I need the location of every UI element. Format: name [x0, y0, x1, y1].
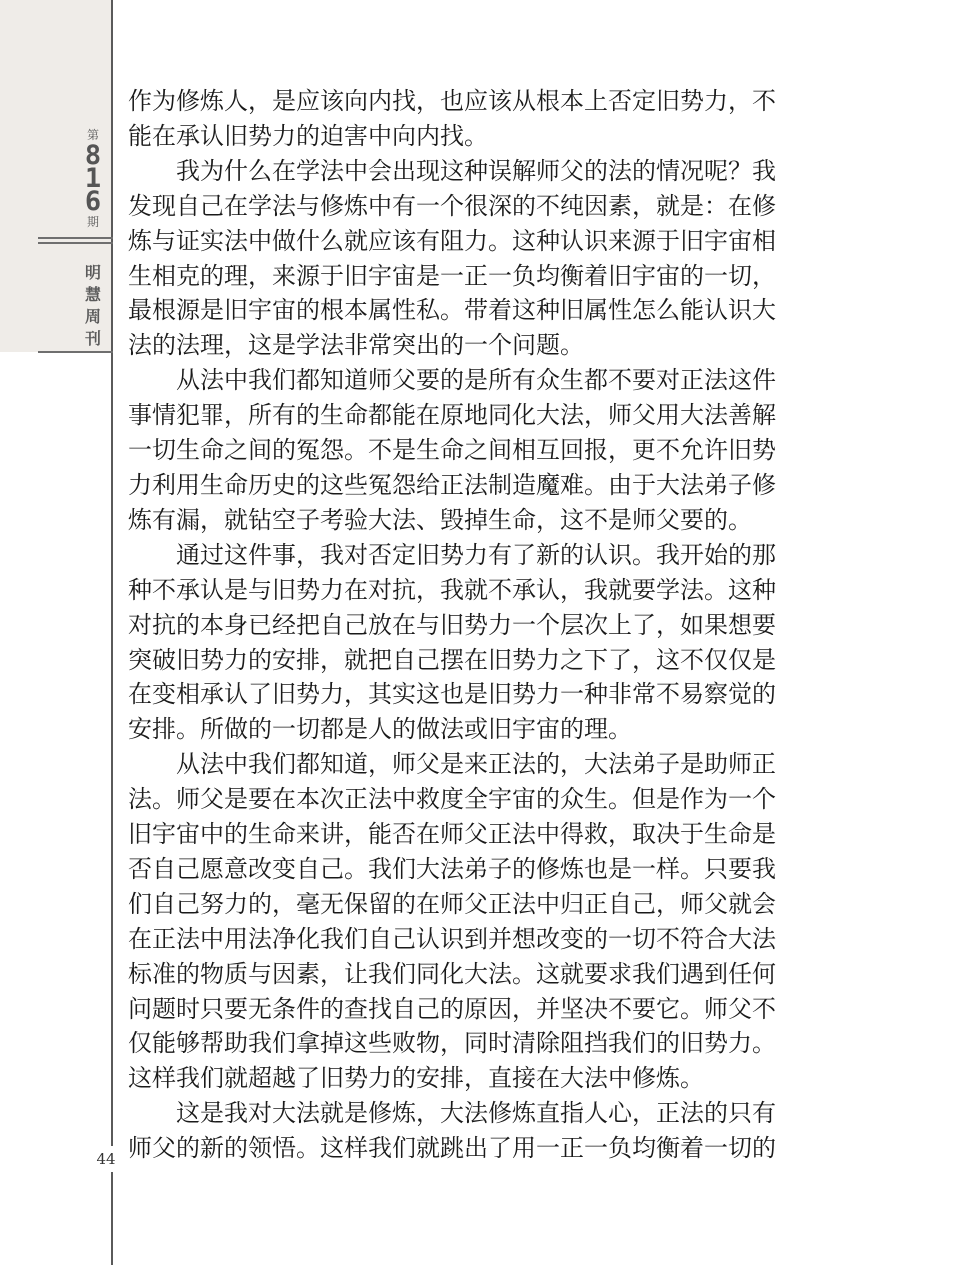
text-line: 能在承认旧势力的迫害中向内找。 [128, 121, 488, 150]
text-line: 标准的物质与因素，让我们同化大法。这就要求我们遇到任何 [128, 959, 776, 988]
text-line: 突破旧势力的安排，就把自己摆在旧势力之下了，这不仅仅是 [128, 645, 776, 674]
text-line: 这样我们就超越了旧势力的安排，直接在大法中修炼。 [128, 1064, 704, 1093]
issue-prefix: 第 [86, 128, 99, 142]
text-line: 师父的新的领悟。这样我们就跳出了用一正一负均衡着一切的 [128, 1134, 776, 1163]
paragraph-first-line: 通过这件事，我对否定旧势力有了新的认识。我开始的那 [176, 540, 776, 569]
page-number: 44 [92, 1146, 120, 1172]
text-line: 生相克的理，来源于旧宇宙是一正一负均衡着旧宇宙的一切， [128, 261, 776, 290]
text-line: 法。师父是要在本次正法中救度全宇宙的众生。但是作为一个 [128, 785, 776, 814]
text-line: 发现自己在学法与修炼中有一个很深的不纯因素，就是：在修 [128, 191, 776, 220]
magazine-title-char: 刊 [84, 329, 101, 348]
margin-rule-vertical [111, 0, 113, 1265]
text-line: 仅能够帮助我们拿掉这些败物，同时清除阻挡我们的旧势力。 [128, 1029, 776, 1058]
text-line: 一切生命之间的冤怨。不是生命之间相互回报，更不允许旧势 [128, 436, 776, 465]
text-line: 法的法理，这是学法非常突出的一个问题。 [128, 331, 584, 360]
sidebar-rule-top [38, 237, 113, 239]
text-line: 作为修炼人，是应该向内找，也应该从根本上否定旧势力，不 [128, 87, 776, 115]
sidebar-rule-top-double [38, 242, 113, 244]
magazine-title-char: 慧 [84, 285, 101, 304]
magazine-title-char: 周 [84, 307, 101, 326]
magazine-title-char: 明 [84, 263, 101, 282]
text-line: 在正法中用法净化我们自己认识到并想改变的一切不符合大法 [128, 924, 776, 953]
text-line: 问题时只要无条件的查找自己的原因，并坚决不要它。师父不 [128, 994, 776, 1023]
paragraph-first-line: 我为什么在学法中会出现这种误解师父的法的情况呢？我 [176, 156, 776, 185]
issue-number [78, 126, 108, 231]
magazine-title [79, 262, 107, 350]
text-line: 安排。所做的一切都是人的做法或旧宇宙的理。 [128, 715, 632, 744]
text-line: 旧宇宙中的生命来讲，能否在师父正法中得救，取决于生命是 [128, 820, 776, 849]
paragraph-first-line: 从法中我们都知道，师父是来正法的，大法弟子是助师正 [176, 750, 776, 779]
paragraph-first-line: 这是我对大法就是修炼，大法修炼直指人心，正法的只有 [176, 1099, 776, 1128]
text-line: 们自己努力的，毫无保留的在师父正法中归正自己，师父就会 [128, 889, 776, 918]
article-body [128, 84, 850, 1166]
issue-digit: 6 [84, 186, 102, 217]
text-line: 炼有漏，就钻空子考验大法、毁掉生命，这不是师父要的。 [128, 505, 752, 534]
text-line: 炼与证实法中做什么就应该有阻力。这种认识来源于旧宇宙相 [128, 226, 776, 255]
issue-digit: 1 [84, 163, 102, 194]
text-line: 在变相承认了旧势力，其实这也是旧势力一种非常不易察觉的 [128, 680, 776, 709]
text-line: 对抗的本身已经把自己放在与旧势力一个层次上了，如果想要 [128, 610, 776, 639]
text-line: 种不承认是与旧势力在对抗，我就不承认，我就要学法。这种 [128, 575, 776, 604]
paragraph-first-line: 从法中我们都知道师父要的是所有众生都不要对正法这件 [176, 366, 776, 395]
issue-digit: 8 [84, 140, 102, 171]
issue-suffix: 期 [86, 215, 99, 229]
sidebar-rule-bottom [38, 351, 113, 353]
text-line: 最根源是旧宇宙的根本属性私。带着这种旧属性怎么能认识大 [128, 296, 776, 325]
text-line: 否自己愿意改变自己。我们大法弟子的修炼也是一样。只要我 [128, 854, 776, 883]
text-line: 事情犯罪，所有的生命都能在原地同化大法，师父用大法善解 [128, 401, 776, 430]
text-line: 力利用生命历史的这些冤怨给正法制造魔难。由于大法弟子修 [128, 470, 776, 499]
